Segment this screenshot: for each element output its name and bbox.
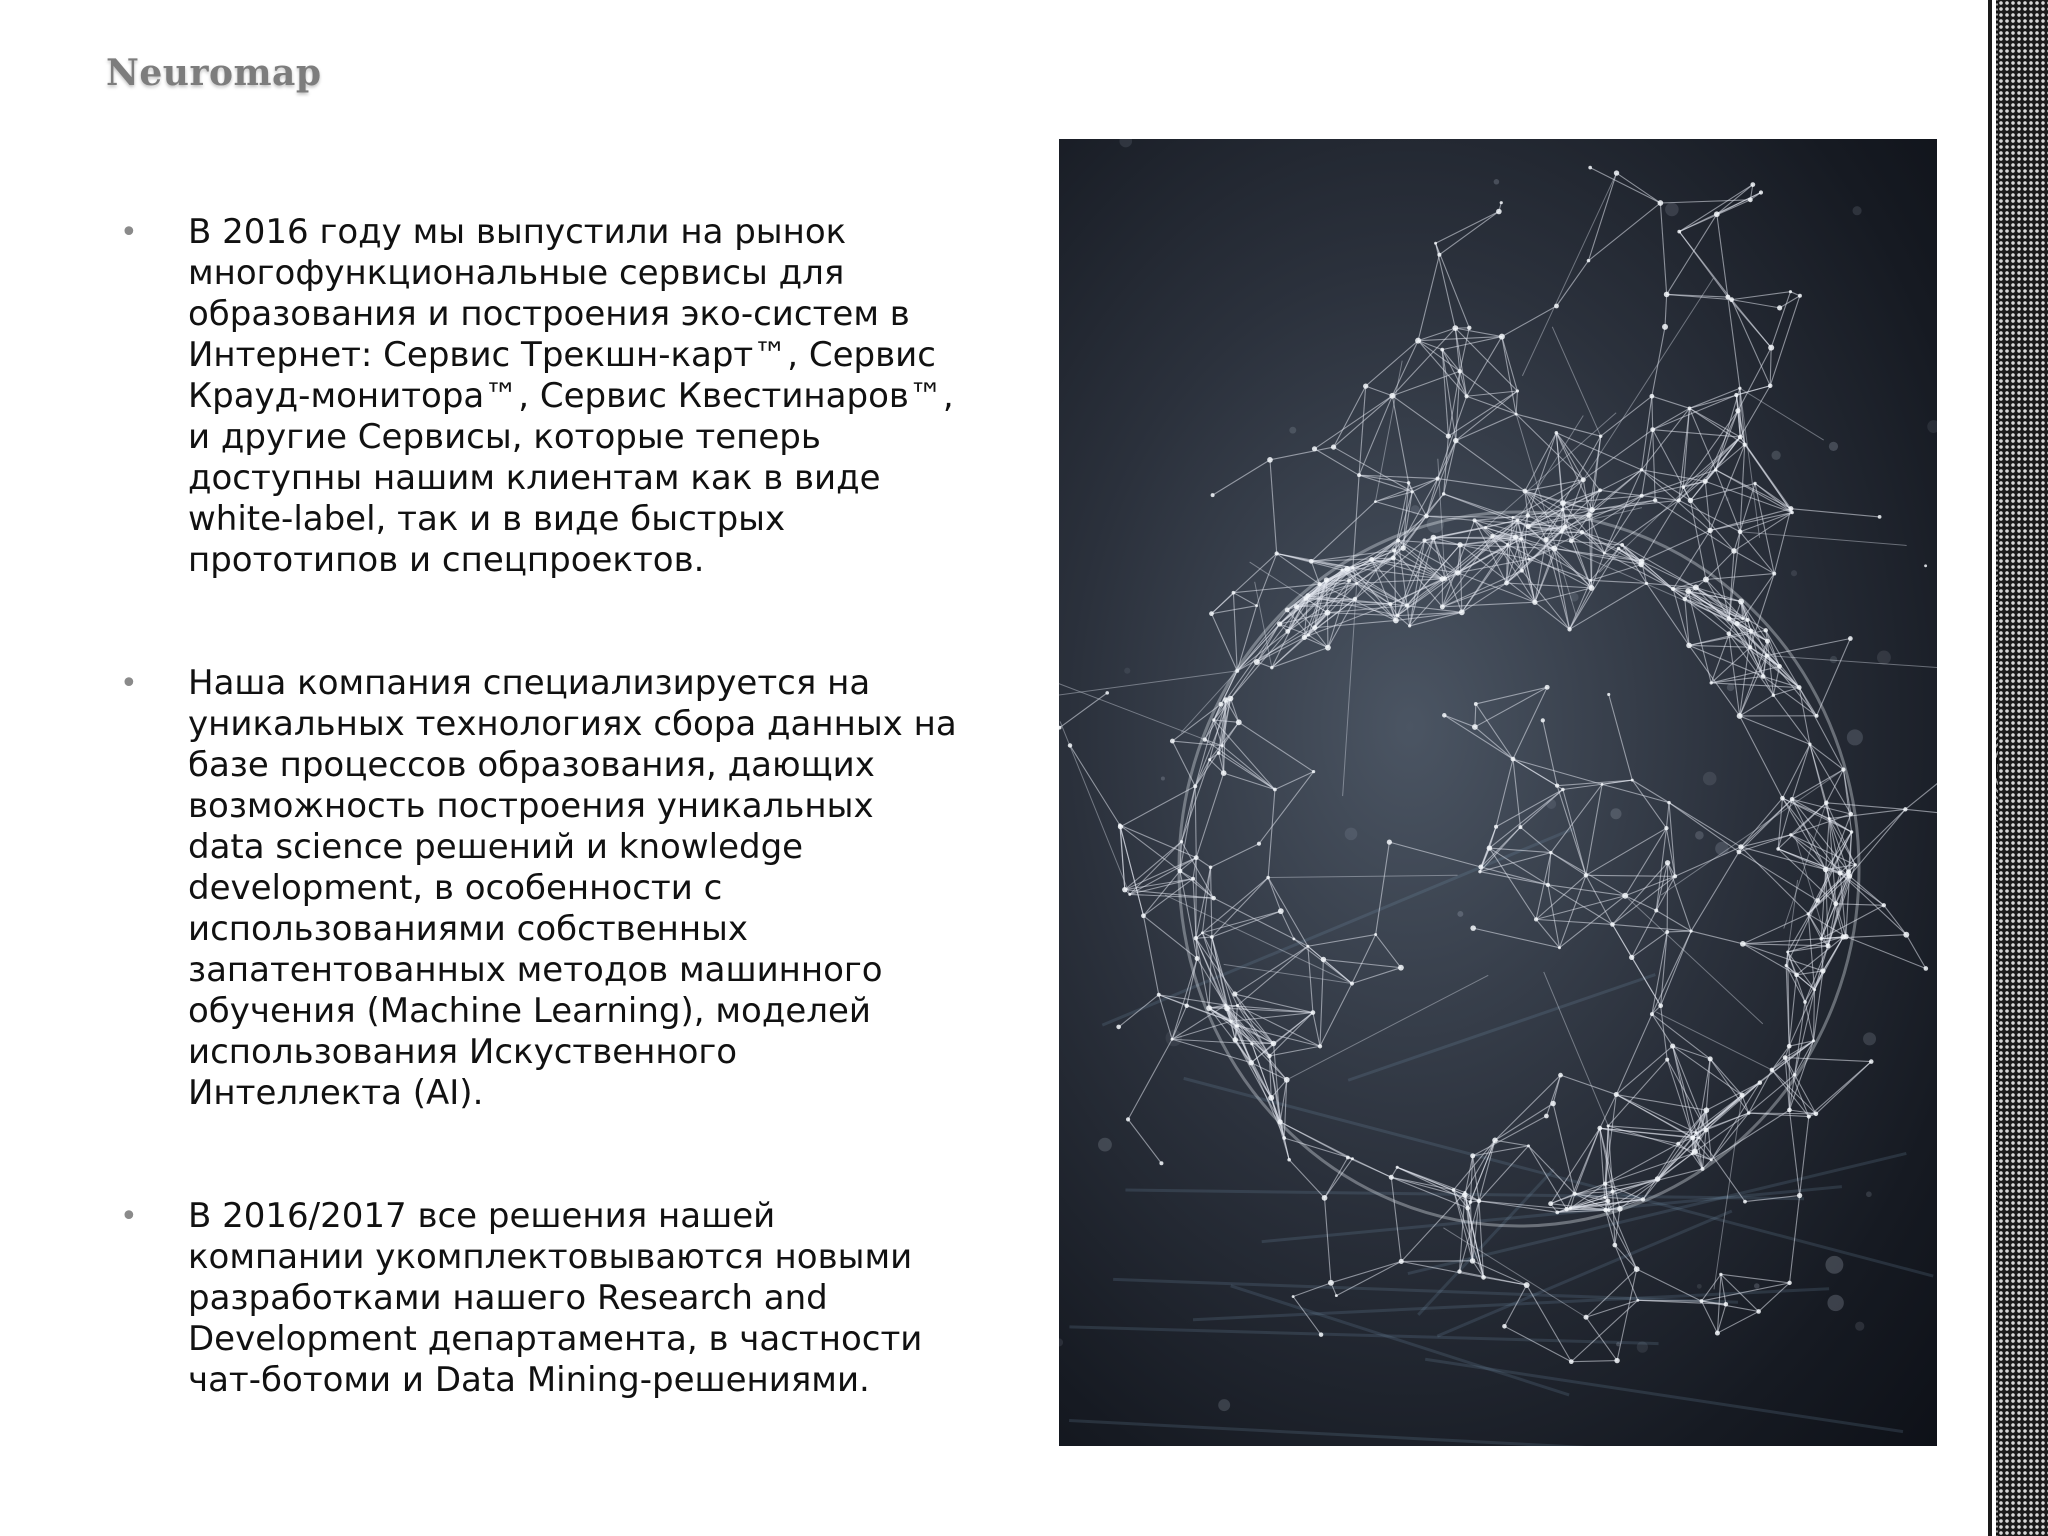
bullet-icon: • xyxy=(120,666,138,701)
decorative-edge-strip xyxy=(1984,0,2048,1536)
halftone-pattern xyxy=(1998,0,2048,1536)
bullet-item xyxy=(120,663,960,1114)
bullet-item xyxy=(120,1196,960,1401)
bullet-text: Наша компания специализируется на уникальных технологиях сбора данных на базе процессов образования, дающих возможность построения уникальных data science решений и knowledge development, в особенности с использованиями собственных запатентованных методов машинного обучения (Machine Learning), моделей использования Искуственного Интеллекта (AI). xyxy=(188,663,957,1113)
network-sphere-image xyxy=(1059,139,1937,1446)
bullet-icon: • xyxy=(120,215,138,250)
network-sphere-icon xyxy=(1059,139,1937,1446)
bullet-item xyxy=(120,212,960,581)
bullet-list xyxy=(120,212,960,1401)
bullet-text: В 2016/2017 все решения нашей компании укомплектовываются новыми разработками нашего Research and Development департамента, в частности чат-ботоми и Data Mining-решениями. xyxy=(188,1196,923,1400)
bullet-icon: • xyxy=(120,1199,138,1234)
brand-logo: Neuromap xyxy=(106,52,322,94)
bullet-text: В 2016 году мы выпустили на рынок многофункциональные сервисы для образования и построения эко-систем в Интернет: Сервис Трекшн-карт™, Сервис Крауд-монитора™, Сервис Квестинаров™, и другие Сервисы, которые теперь доступны нашим клиентам как в виде white-label, так и в виде быстрых прототипов и спецпроектов. xyxy=(188,212,954,580)
